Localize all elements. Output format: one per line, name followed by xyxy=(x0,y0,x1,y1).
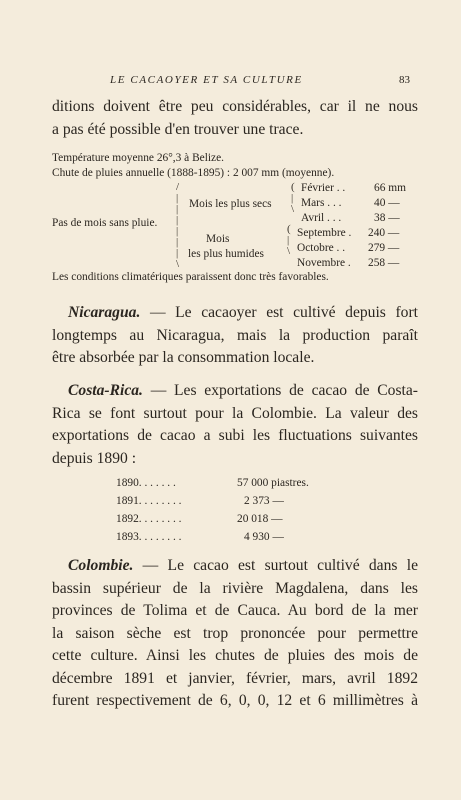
export-year: 1890. . . . . . . xyxy=(116,477,176,489)
country-heading: Costa-Rica. xyxy=(68,382,143,399)
month-name: Octobre . . xyxy=(297,242,346,254)
export-value: 4 930 — xyxy=(244,531,284,543)
month-name: Avril . . . xyxy=(301,212,342,224)
country-heading: Nicaragua. xyxy=(68,304,141,321)
text-line: depuis 1890 : xyxy=(52,449,137,467)
month-value: 66 mm xyxy=(374,182,406,194)
wettest-months-label: Mois xyxy=(206,233,230,245)
month-row xyxy=(301,212,341,224)
text-line: Nicaragua. — Le cacaoyer est cultivé depuis fort xyxy=(68,304,418,321)
month-value: 40 — xyxy=(374,197,400,209)
text-line: bassin supérieur de la rivière Magdalena, dans les xyxy=(52,579,418,597)
page-number: 83 xyxy=(399,74,410,86)
month-name: Février . . xyxy=(301,182,346,194)
costa-rica-paragraph xyxy=(52,380,418,470)
month-name: Mars . . . xyxy=(301,197,342,209)
text-line: être absorbée par la consommation locale. xyxy=(52,349,315,366)
export-year: 1893. . . . . . . . xyxy=(116,531,182,543)
no-dry-month-label: Pas de mois sans pluie. xyxy=(52,217,158,229)
temperature-line: Température moyenne 26°,3 à Belize. xyxy=(52,152,225,164)
rainfall-line: Chute de pluies annuelle (1888-1895) : 2 007 mm (moyenne). xyxy=(52,167,335,179)
text-line: la saison sèche est trop prononcée pour permettre xyxy=(52,624,418,642)
page-header xyxy=(0,74,461,92)
month-row xyxy=(297,257,351,269)
text-line: provinces de Tolima et de Cauca. Au bord de la mer xyxy=(52,602,418,619)
export-year: 1892. . . . . . . . xyxy=(116,513,182,525)
text-line: Costa-Rica. — Les exportations de cacao de Costa- xyxy=(68,382,418,399)
text-line: décembre 1891 et janvier, février, mars, avril 1892 xyxy=(52,669,418,687)
text-line: furent respectivement de 6, 0, 0, 12 et 6 millimètres à xyxy=(52,692,418,709)
text-line: cette culture. Ainsi les chutes de pluies des mois de xyxy=(52,647,418,664)
driest-months-label: Mois les plus secs xyxy=(189,198,272,210)
month-row xyxy=(297,242,345,254)
month-value: 240 — xyxy=(368,227,400,239)
month-name: Septembre . xyxy=(297,227,352,239)
text-line: Rica se font surtout pour la Colombie. La valeur des xyxy=(52,404,418,422)
export-value: 57 000 piastres. xyxy=(237,477,309,489)
month-row xyxy=(297,227,351,239)
country-heading: Colombie. xyxy=(68,557,134,574)
nicaragua-paragraph xyxy=(52,302,418,370)
month-value: 258 — xyxy=(368,257,400,269)
colombie-paragraph xyxy=(52,555,418,713)
left-brace: / | | | | | | \ xyxy=(176,181,180,270)
month-row xyxy=(301,197,342,209)
text-line: a pas été possible d'en trouver une trace. xyxy=(52,120,304,138)
text-line: ditions doivent être peu considérables, car il ne nous xyxy=(52,98,418,115)
climate-conclusion: Les conditions climatériques paraissent donc très favorables. xyxy=(52,271,329,283)
text-line: Colombie. — Le cacao est surtout cultivé dans le xyxy=(68,557,418,574)
export-value: 20 018 — xyxy=(237,513,283,525)
text-line: exportations de cacao a subi les fluctuations suivantes xyxy=(52,427,418,444)
month-value: 38 — xyxy=(374,212,400,224)
month-value: 279 — xyxy=(368,242,400,254)
driest-brace: ( | \ xyxy=(291,181,295,215)
wettest-months-label: les plus humides xyxy=(188,248,264,260)
text-line: longtemps au Nicaragua, mais la production paraît xyxy=(52,326,418,344)
month-row xyxy=(301,182,345,194)
export-value: 2 373 — xyxy=(244,495,284,507)
intro-paragraph xyxy=(52,96,418,141)
month-name: Novembre . xyxy=(297,257,351,269)
wettest-brace: ( | \ xyxy=(287,223,291,257)
running-title: LE CACAOYER ET SA CULTURE xyxy=(110,74,303,86)
export-year: 1891. . . . . . . . xyxy=(116,495,182,507)
